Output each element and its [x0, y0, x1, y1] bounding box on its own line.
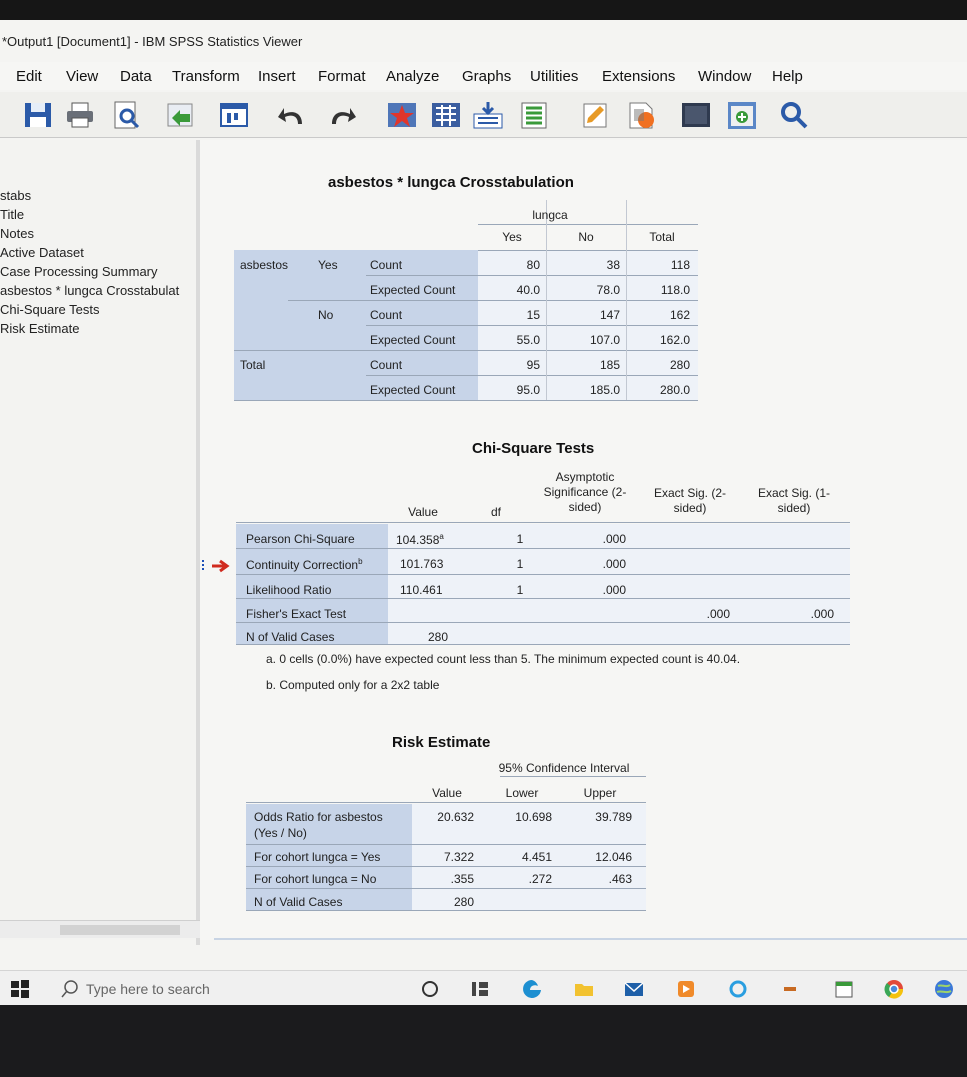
row-group-yes: Yes: [318, 258, 338, 272]
chisq-row-label: Likelihood Ratio: [246, 583, 332, 597]
monitor-bezel-top: [0, 0, 967, 20]
windows-taskbar: [0, 970, 967, 1005]
calendar-app-icon[interactable]: [834, 979, 854, 999]
file-explorer-icon[interactable]: [574, 979, 594, 999]
crosstab-cell: 280: [669, 358, 690, 372]
mail-icon[interactable]: [624, 979, 644, 999]
risk-title: Risk Estimate: [392, 734, 491, 751]
chisq-title: Chi-Square Tests: [472, 440, 595, 457]
chisq-header-exact2: Exact Sig. (2-sided): [653, 486, 727, 515]
risk-upper: .463: [608, 872, 632, 886]
taskbar-search-box[interactable]: [40, 975, 380, 1003]
crosstab-title: asbestos * lungca Crosstabulation: [328, 174, 574, 191]
risk-header-upper: Upper: [583, 786, 617, 800]
crosstab-cell: 280.0: [659, 383, 690, 397]
app-ring-icon[interactable]: [728, 979, 748, 999]
risk-lower: .272: [528, 872, 552, 886]
menu-help[interactable]: Help: [772, 68, 803, 85]
outline-item-chi-square-tests[interactable]: Chi-Square Tests: [0, 302, 100, 317]
windows-start-icon[interactable]: [10, 979, 30, 999]
goto-case-icon[interactable]: [472, 100, 504, 130]
chisq-value: 110.461: [400, 583, 443, 597]
crosstab-cell: 40.0: [516, 283, 540, 297]
chisq-asym: .000: [602, 532, 626, 546]
outline-item-notes[interactable]: Notes: [0, 226, 34, 241]
crosstab-cell: 78.0: [596, 283, 620, 297]
search-icon: [60, 979, 80, 999]
viewer-bottom-border: [214, 938, 967, 940]
taskbar-search-placeholder: Type here to search: [86, 981, 210, 997]
col-group-lungca: lungca: [532, 208, 568, 222]
stat-label: Count: [370, 358, 403, 372]
goto-data-icon[interactable]: [386, 100, 418, 130]
crosstab-cell: 118.0: [660, 283, 690, 297]
risk-row-label: N of Valid Cases: [254, 895, 343, 909]
chisq-header-asym: Asymptotic Significance (2-sided): [543, 470, 627, 514]
risk-lower: 4.451: [521, 850, 552, 864]
risk-value: 280: [453, 895, 474, 909]
outline-item-crosstabulation[interactable]: asbestos * lungca Crosstabulat: [0, 283, 180, 298]
window-title: *Output1 [Document1] - IBM SPSS Statistics Viewer: [2, 34, 303, 49]
designate-window-icon[interactable]: [580, 100, 612, 130]
stat-label: Expected Count: [370, 383, 456, 397]
col-header-total: Total: [649, 230, 675, 244]
col-header-yes: Yes: [502, 230, 522, 244]
menu-format[interactable]: Format: [318, 68, 366, 85]
stat-label: Count: [370, 308, 403, 322]
chisq-footnote-b: b. Computed only for a 2x2 table: [266, 678, 440, 692]
export-icon[interactable]: [164, 100, 196, 130]
row-group-no: No: [318, 308, 334, 322]
row-group-total: Total: [240, 358, 266, 372]
crosstab-cell: 107.0: [589, 333, 620, 347]
chisq-asym: .000: [602, 557, 626, 571]
menu-edit[interactable]: Edit: [16, 68, 42, 85]
crosstab-cell: 15: [526, 308, 540, 322]
menu-graphs[interactable]: Graphs: [462, 68, 512, 85]
chisq-row-label: Pearson Chi-Square: [246, 532, 355, 546]
task-view-icon[interactable]: [420, 979, 440, 999]
stat-label: Expected Count: [370, 283, 456, 297]
chisq-df: 1: [516, 532, 524, 546]
outline-item-title[interactable]: Title: [0, 207, 25, 222]
crosstab-cell: 38: [606, 258, 620, 272]
crosstab-cell: 185.0: [589, 383, 620, 397]
monitor-bezel-bottom: [0, 1005, 967, 1077]
chisq-row-label: Fisher's Exact Test: [246, 607, 347, 621]
risk-value: 7.322: [443, 850, 474, 864]
crosstab-cell: 95.0: [516, 383, 540, 397]
chisq-df: 1: [516, 583, 524, 597]
crosstab-cell: 162: [669, 308, 690, 322]
menu-window[interactable]: Window: [698, 68, 752, 85]
chrome-icon[interactable]: [884, 979, 904, 999]
crosstab-cell: 95: [526, 358, 540, 372]
outline-item-active-dataset[interactable]: Active Dataset: [0, 245, 84, 260]
menu-transform[interactable]: Transform: [172, 68, 240, 85]
risk-row-label: For cohort lungca = Yes: [254, 850, 381, 864]
menu-extensions[interactable]: Extensions: [602, 68, 676, 85]
menu-insert[interactable]: Insert: [258, 68, 296, 85]
chisq-df: 1: [516, 557, 524, 571]
toolbar: [0, 92, 967, 138]
risk-row-label-sub: (Yes / No): [254, 826, 307, 840]
redo-icon[interactable]: [326, 100, 358, 130]
chisq-exact2: .000: [706, 607, 730, 621]
edge-browser-icon[interactable]: [522, 979, 542, 999]
create-edit-icon[interactable]: [626, 100, 658, 130]
risk-value: .355: [450, 872, 474, 886]
crosstab-cell: 185: [599, 358, 620, 372]
globe-app-icon[interactable]: [934, 979, 954, 999]
outline-pane: [0, 140, 196, 940]
spss-app-icon[interactable]: [780, 979, 800, 999]
search-icon[interactable]: [778, 100, 810, 130]
chisq-header-exact1: Exact Sig. (1-sided): [757, 486, 831, 515]
crosstab-cell: 147: [599, 308, 620, 322]
risk-header-lower: Lower: [505, 786, 539, 800]
outline-horizontal-scrollbar[interactable]: [0, 920, 214, 938]
footnote-marker: b: [358, 557, 363, 566]
show-hide-icon[interactable]: [680, 100, 712, 130]
save-icon[interactable]: [22, 100, 54, 130]
crosstab-cell: 162.0: [659, 333, 690, 347]
col-header-no: No: [578, 230, 594, 244]
menu-bar: [0, 62, 967, 90]
print-icon[interactable]: [64, 100, 96, 130]
outline-item-case-processing-summary[interactable]: Case Processing Summary: [0, 264, 158, 279]
output-pane: [200, 140, 967, 940]
recall-dialog-icon[interactable]: [218, 100, 250, 130]
outline-item-crosstabs[interactable]: stabs: [0, 188, 32, 203]
insert-icon[interactable]: [726, 100, 758, 130]
print-preview-icon[interactable]: [110, 100, 142, 130]
row-var-asbestos: asbestos: [240, 258, 289, 272]
chisq-row-label: N of Valid Cases: [246, 630, 335, 644]
risk-value: 20.632: [437, 810, 474, 824]
chisq-header-value: Value: [408, 505, 438, 519]
chisq-asym: .000: [602, 583, 626, 597]
screen: [0, 20, 967, 1005]
variables-icon[interactable]: [518, 100, 550, 130]
risk-upper: 12.046: [595, 850, 632, 864]
chisq-row-label: Continuity Correction: [246, 558, 359, 572]
crosstab-cell: 55.0: [516, 333, 540, 347]
outline-item-risk-estimate[interactable]: Risk Estimate: [0, 321, 80, 336]
risk-row-label: For cohort lungca = No: [254, 872, 377, 886]
risk-lower: 10.698: [515, 810, 552, 824]
stat-label: Expected Count: [370, 333, 456, 347]
media-player-icon[interactable]: [676, 979, 696, 999]
selected-item-arrow-icon: [200, 558, 232, 574]
menu-view[interactable]: View: [66, 68, 99, 85]
chisq-value: 104.358: [396, 533, 440, 547]
risk-upper: 39.789: [595, 810, 632, 824]
chisq-footnote-a: a. 0 cells (0.0%) have expected count less than 5. The minimum expected count is 40.04.: [266, 652, 741, 666]
goto-variable-icon[interactable]: [430, 100, 462, 130]
menu-utilities[interactable]: Utilities: [530, 68, 579, 85]
risk-row-label: Odds Ratio for asbestos: [254, 810, 383, 824]
crosstab-cell: 118: [670, 258, 690, 272]
task-switcher-icon[interactable]: [470, 979, 490, 999]
crosstab-cell: 80: [526, 258, 540, 272]
chisq-value: 101.763: [400, 557, 444, 571]
menu-data[interactable]: Data: [120, 68, 152, 85]
risk-ci-header: 95% Confidence Interval: [498, 761, 630, 775]
scrollbar-thumb[interactable]: [60, 925, 180, 935]
risk-header-value: Value: [432, 786, 462, 800]
chisq-value: 280: [428, 630, 449, 644]
footnote-marker: a: [439, 532, 444, 541]
undo-icon[interactable]: [276, 100, 308, 130]
menu-analyze[interactable]: Analyze: [386, 68, 440, 85]
chisq-header-df: df: [490, 505, 501, 519]
chisq-exact1: .000: [810, 607, 834, 621]
stat-label: Count: [370, 258, 403, 272]
